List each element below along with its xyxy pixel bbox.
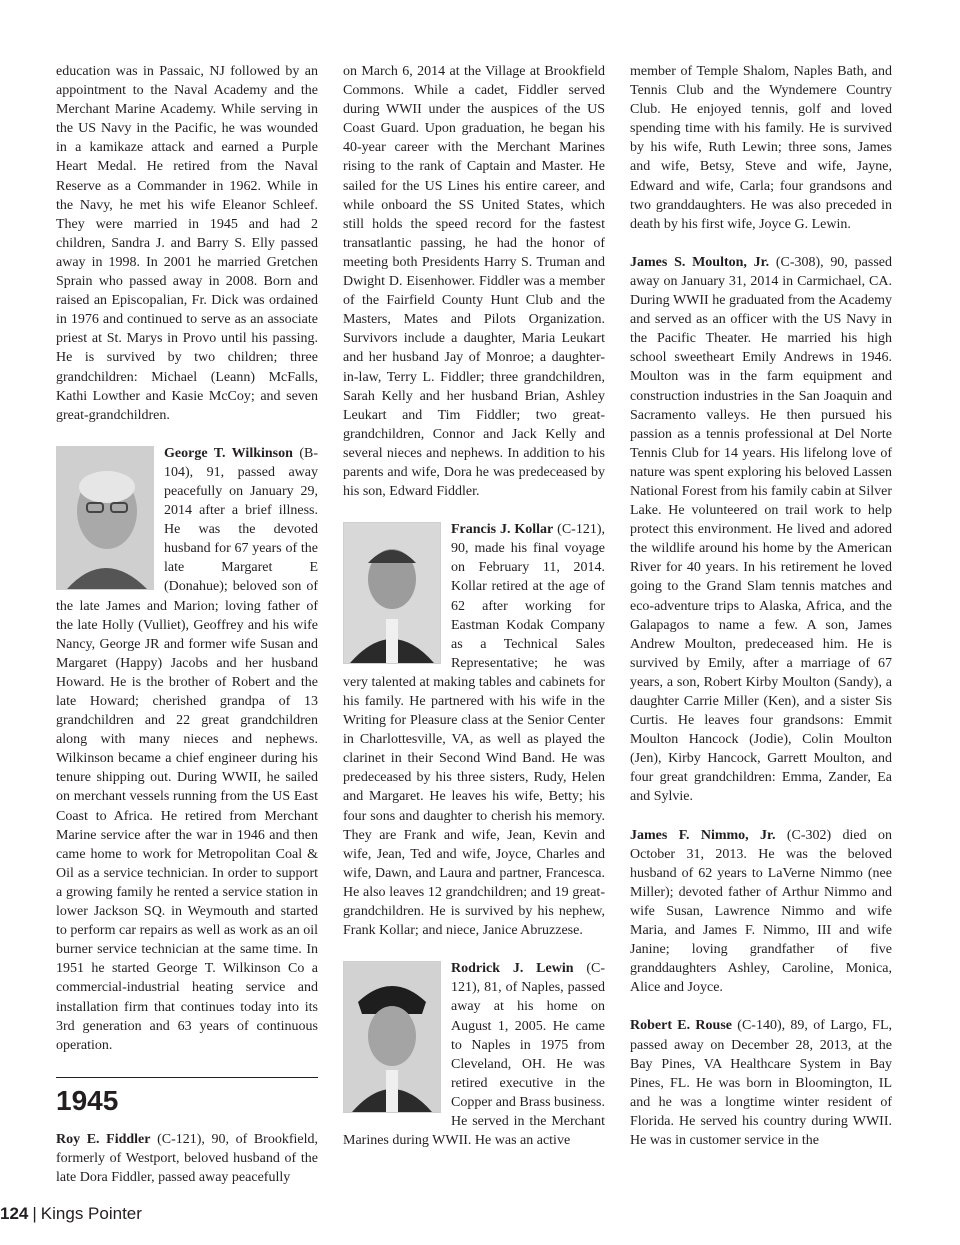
- column-3: [630, 62, 892, 1150]
- column-1: [56, 62, 318, 1187]
- obituary-fiddler: [56, 1130, 318, 1187]
- kollar-name: Francis J. Kollar: [451, 522, 554, 538]
- nimmo-text: (C-302) died on October 31, 2013. He was the beloved husband of 62 years to LaVerne Nimmo (nee Miller); devoted father of Arthur Nimmo and wife Susan, Lawrence Nimmo and wife Maria, and James F. Nimmo, III and wife Janine; loving grandfather of five granddaughters Ashley, Caroline, Monica, Alice and Joyce.: [630, 827, 892, 996]
- wilkinson-text: (B-104), 91, passed away peacefully on January 29, 2014 after a brief illness. He was the devoted husband for 67 years of the late Margaret E (Donahue); beloved son of the late James and Marion; loving father of the late Holly (Vulliet), Geoffrey and his wife Nancy, George JR and former wife Susan and Margaret (Happy) Jacobs and her husband Howard. He is the brother of Robert and the late Howard; cherished grandpa of 13 grandchildren and 22 great grandchildren along with many nieces and nephews. Wilkinson became a chief engineer during his tenure shipping out. During WWII, he sailed on merchant vessels running from the US East Coast to Africa. He retired from Merchant Marine service after the war in 1946 and then came home to work for Metropolitan Coal & Oil as a service technician. In order to support a growing family he rented a service station in lower Jackson SQ. in Weymouth and started to perform car repairs as well as work as an oil burner service technician at the same time. In 1951 he started George T. Wilkinson Co a commercial-industrial heating service and installation firm that continues today into its 3rd generation and 63 years of continuous operation.: [56, 445, 319, 1053]
- wilkinson-name: George T. Wilkinson: [164, 445, 293, 461]
- fiddler-text: (C-121), 90, of Brookfield, formerly of Westport, beloved husband of the late Dora Fiddler, passed away peacefully: [56, 1131, 318, 1185]
- kollar-portrait-photo: [343, 522, 441, 664]
- moulton-text: (C-308), 90, passed away on January 31, 2014 in Carmichael, CA. During WWII he graduated from the Academy and served as an officer with the US Navy in the Pacific Theater. He married his high school sweetheart Emily Andrews in 1946. Moulton was in the farm equipment and construction industries in the San Joaquin and Sacramento valleys. He then pursued his passion as a tennis professional at Del Norte Tennis Club for 14 years. His lifelong love of nature was spent exploring his beloved Lassen National Forest from his family cabin at Silver Lake. He volunteered on trail work to help protect this environment. He lived and adored the wildlife around his home by the American River for 40 years. In his retirement he loved going to the Grand Slam tennis matches and eco-adventure trips to Alaska, Africa, and the Galapagos to name a few. A son, James Andrew Moulton, predeceased him. He is survived by Emily, after a marriage of 67 years, a son, Robert Kirby Moulton (Sandy), a daughter Carrie Miller (Ken), and a sister Sis Curtis. He leaves four grandsons: Emmit Moulton Hancock (Jodie), Colin Moulton (Jen), Kirby Hancock, Garrett Moulton, and four great grandchildren: Emma, Zander, Ea and Sylvie.: [630, 254, 892, 805]
- obituary-kollar: [343, 520, 605, 940]
- lewin-portrait-photo: [343, 961, 441, 1113]
- wilkinson-portrait-photo: [56, 446, 154, 590]
- obituary-nimmo: [630, 826, 892, 998]
- nimmo-name: James F. Nimmo, Jr.: [630, 827, 776, 843]
- year-heading: 1945: [56, 1077, 318, 1116]
- obituary-continuation: education was in Passaic, NJ followed by an appointment to the Naval Academy and the Merchant Marine Academy. While serving in the US Navy in the Pacific, he was wounded in a kamikaze attack and earned a Purple Heart Medal. He retired from the Naval Reserve as a Commander in 1962. While in the Navy, he met his wife Eleanor Schleef. They were married in 1945 and had 2 children, Sandra J. and Barry S. Elly passed away in 1998. In 2001 he married Gretchen Sprain who passed away in 2008. Born and raised an Episcopalian, Fr. Dick was ordained in 1976 and continued to serve as an associate priest at St. Marys in Provo until his passing. He is survived by two children; three grandchildren: Michael (Leann) McFalls, Kathi Lowther and Kasie McCoy; and seven great-grandchildren.: [56, 64, 318, 423]
- fiddler-name: Roy E. Fiddler: [56, 1131, 151, 1147]
- publication-name: Kings Pointer: [40, 1204, 142, 1223]
- kollar-text: (C-121), 90, made his final voyage on February 11, 2014. Kollar retired at the age of 62 after working for Eastman Kodak Company as a Technical Sales Representative; he was very talented at making tables and cabinets for his family. He partnered with his wife in the Writing for Pleasure class at the Senior Center in Charlottesville, VA, as well as played the clarinet in their Second Wind Band. He was predeceased by his three sisters, Rudy, Helen and Margaret. He leaves his wife, Betty; his four sons and daughter to cherish his memory. They are Frank and wife, Jean, Kevin and wife, Jean, Ted and wife, Joyce, Charles and wife, Dawn, and Laura and partner, Francesca. He also leaves 12 grandchildren; and 19 great-grandchildren. He is survived by his nephew, Frank Kollar; and niece, Janice Abruzzese.: [343, 522, 605, 939]
- footer-separator: |: [32, 1204, 37, 1223]
- obituary-moulton: [630, 253, 892, 807]
- fiddler-continuation: on March 6, 2014 at the Village at Brookfield Commons. While a cadet, Fiddler served during WWII under the auspices of the US Coast Guard. Upon graduation, he began his 40-year career with the Merchant Marines rising to the rank of Captain and Master. He sailed for the US Lines his entire career, and while onboard the SS United States, which still holds the speed record for the fastest transatlantic passing, he had the honor of meeting both Presidents Harry S. Truman and Dwight D. Eisenhower. Fiddler was a member of the Fairfield County Hunt Club and the Masters, Mates and Pilots Organization. Survivors include a daughter, Maria Leukart and her husband Jay of Monroe; a daughter-in-law, Terry L. Fiddler; three grandchildren, Sarah Kelly and her husband Brian, Ashley Leukart and Tim Fiddler; two great-grandchildren, Connor and Jack Kelly and several nieces and nephews. In addition to his parents and wife, Dora he was predeceased by his son, Edward Fiddler.: [343, 64, 605, 500]
- obituary-lewin: [343, 959, 605, 1150]
- lewin-name: Rodrick J. Lewin: [451, 961, 574, 977]
- obituary-rouse: [630, 1016, 892, 1150]
- column-2: [343, 62, 605, 1150]
- lewin-continuation: member of Temple Shalom, Naples Bath, and Tennis Club and the Wyndemere Country Club. He enjoyed tennis, golf and loved spending time with his family. He is survived by his wife, Ruth Lewin; three sons, James and wife, Betsy, Steve and wife, Jayne, Edward and wife, Carla; four grandsons and two granddaughters. He was also preceded in death by his first wife, Joyce G. Lewin.: [630, 64, 892, 232]
- lewin-text: (C-121), 81, of Naples, passed away at his home on August 1, 2005. He came to Naples in 1975 from Cleveland, OH. He was retired executive in the Copper and Brass business. He served in the Merchant Marines during WWII. He was an active: [343, 961, 605, 1149]
- rouse-name: Robert E. Rouse: [630, 1018, 732, 1034]
- page-footer: [0, 1204, 142, 1224]
- moulton-name: James S. Moulton, Jr.: [630, 254, 770, 270]
- page-number: 124: [0, 1204, 29, 1223]
- rouse-text: (C-140), 89, of Largo, FL, passed away on December 28, 2013, at the Bay Pines, VA Healthcare System in Bay Pines, FL. He was born in Bloomington, IL and he was a longtime winter resident of Florida. He served his country during WWII. He was in customer service in the: [630, 1018, 893, 1148]
- obituary-wilkinson: [56, 444, 318, 1055]
